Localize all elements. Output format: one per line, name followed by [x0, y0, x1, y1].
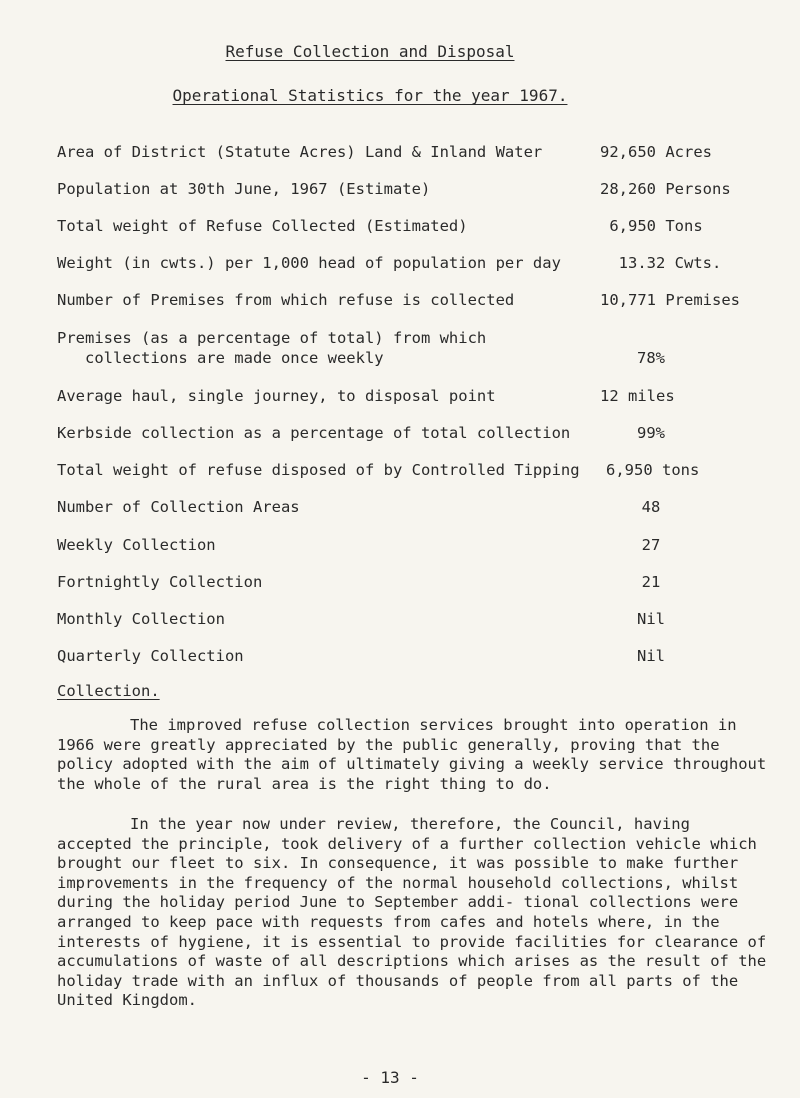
stat-label-kerbside: Kerbside collection as a percentage of total collection: [57, 424, 571, 442]
stat-value-monthly: Nil: [637, 610, 665, 628]
stat-label-controlled-tipping: Total weight of refuse disposed of by Controlled Tipping: [57, 461, 580, 479]
stat-value-controlled-tipping: 6,950 tons: [606, 461, 700, 479]
stat-value-fortnightly: 21: [641, 573, 661, 591]
stat-value-weekly: 27: [641, 536, 661, 554]
stat-value-weight-per-head: 13.32 Cwts.: [600, 254, 722, 272]
stat-value-premises-count: 10,771 Premises: [600, 291, 740, 309]
stat-label-quarterly: Quarterly Collection: [57, 647, 244, 665]
stat-label-premises-count: Number of Premises from which refuse is collected: [57, 291, 515, 309]
stat-label-fortnightly: Fortnightly Collection: [57, 573, 263, 591]
stat-value-kerbside: 99%: [637, 424, 665, 442]
stat-label-weight-per-head: Weight (in cwts.) per 1,000 head of population per day: [57, 254, 561, 272]
stat-value-population: 28,260 Persons: [600, 180, 731, 198]
stat-label-population: Population at 30th June, 1967 (Estimate): [57, 180, 431, 198]
section-heading-collection: Collection.: [57, 682, 160, 700]
stat-value-area: 92,650 Acres: [600, 143, 712, 161]
stat-label-total-weight: Total weight of Refuse Collected (Estimated): [57, 217, 468, 235]
document-subtitle: Operational Statistics for the year 1967.: [172, 86, 568, 105]
stat-label-weekly: Weekly Collection: [57, 536, 216, 554]
stat-label-weekly-percentage: Premises (as a percentage of total) from which collections are made once weekly: [57, 329, 487, 367]
stat-value-average-haul: 12 miles: [600, 387, 675, 405]
page-number: - 13 -: [361, 1068, 419, 1087]
stat-label-area: Area of District (Statute Acres) Land & Inland Water: [57, 143, 543, 161]
stat-value-weekly-percentage: 78%: [637, 349, 665, 367]
paragraph: The improved refuse collection services brought into operation in 1966 were greatly appreciated by the public generally, proving that the policy adopted with the aim of ultimately giving a weekly service throughout the whole of the rural area is the right thing to do.: [57, 716, 767, 793]
stat-label-collection-areas: Number of Collection Areas: [57, 498, 300, 516]
stat-label-monthly: Monthly Collection: [57, 610, 225, 628]
stat-value-total-weight: 6,950 Tons: [600, 217, 703, 235]
stat-value-quarterly: Nil: [637, 647, 665, 665]
paragraph: In the year now under review, therefore, the Council, having accepted the principle, took delivery of a further collection vehicle which brought our fleet to six. In consequence, it was possible to make further improvements in the frequency of the normal household collections, whilst during the holiday period June to September addi- tional collections were arranged to keep pace with requests from cafes and hotels where, in the interests of hygiene, it is essential to provide facilities for clearance of accumulations of waste of all descriptions which arises as the result of the holiday trade with an influx of thousands of people from all parts of the United Kingdom.: [57, 815, 767, 1010]
document-title: Refuse Collection and Disposal: [225, 42, 515, 61]
stat-value-collection-areas: 48: [641, 498, 661, 516]
stat-label-average-haul: Average haul, single journey, to disposal point: [57, 387, 496, 405]
